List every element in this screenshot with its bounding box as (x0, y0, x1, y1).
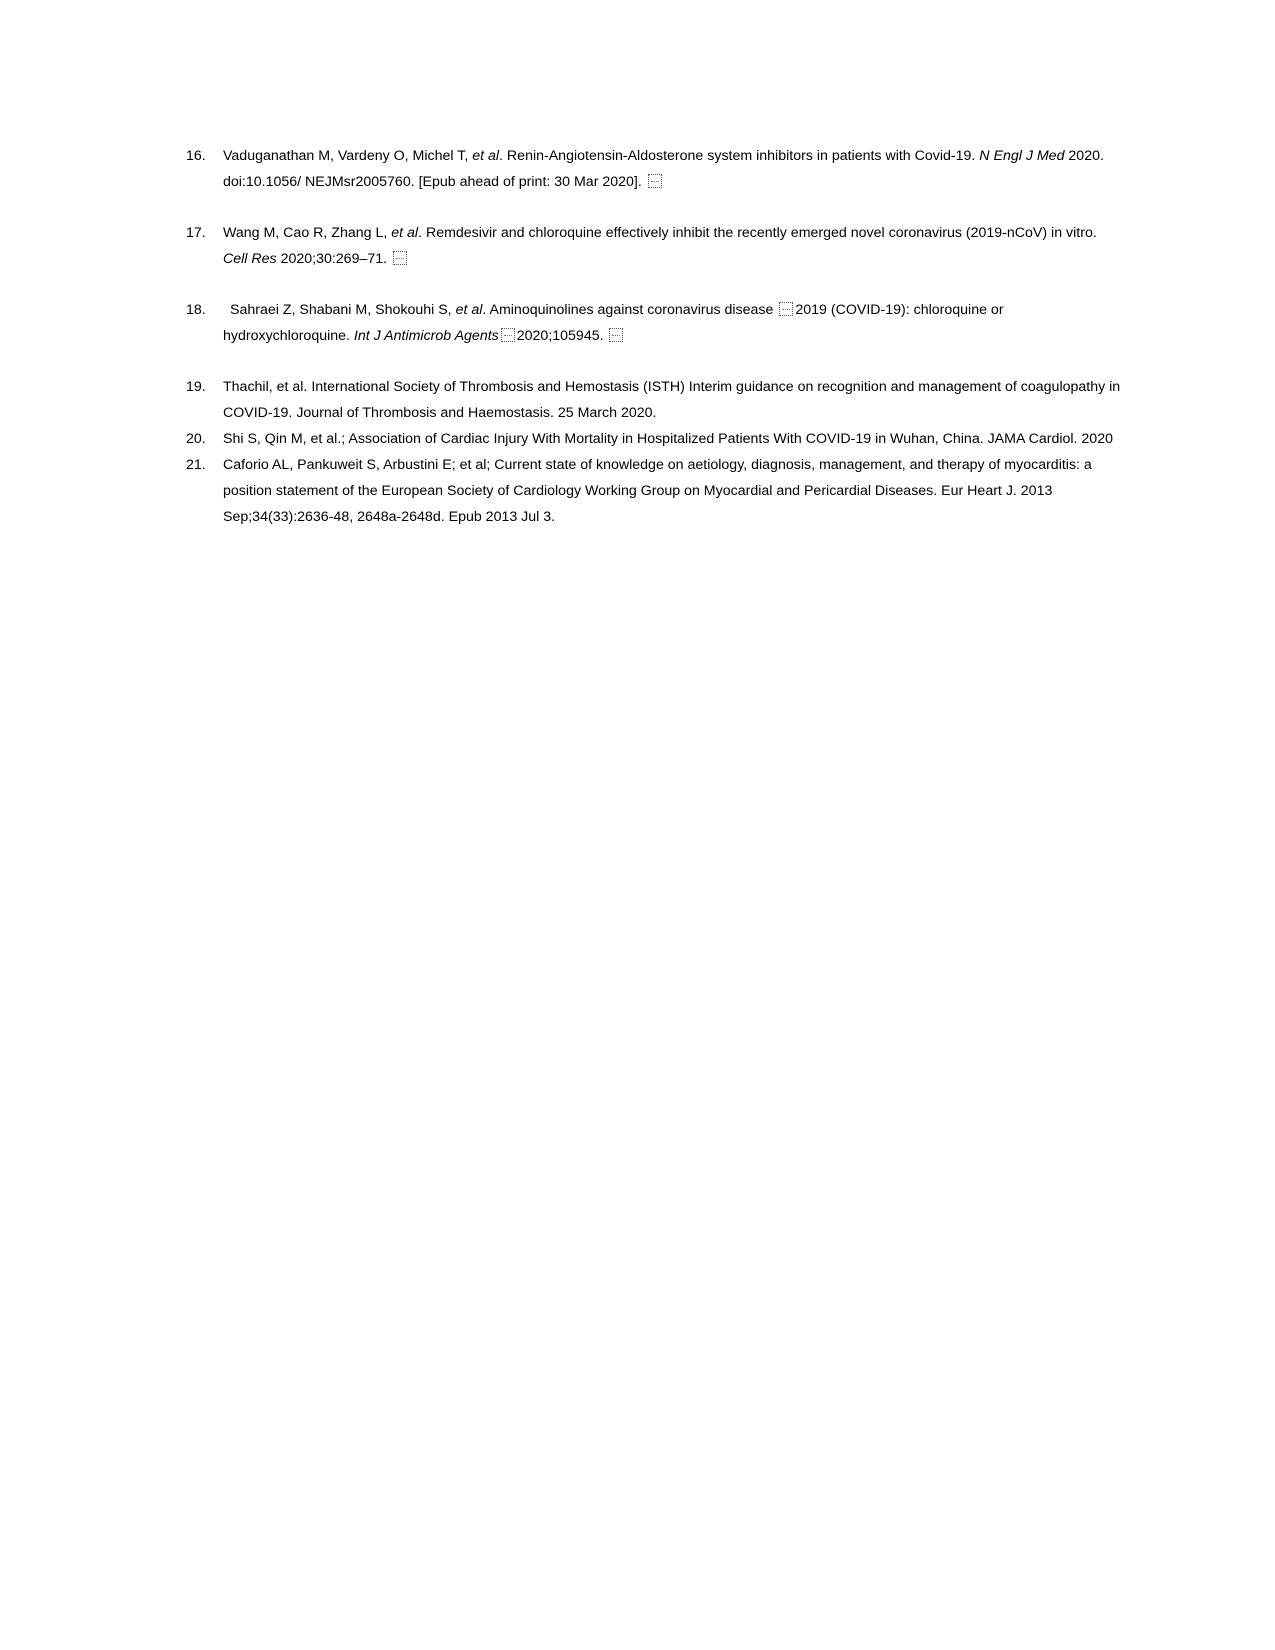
reference-details: 2020;30:269–71. (276, 251, 392, 267)
missing-character-box-icon (501, 328, 515, 342)
reference-etal: et al (472, 148, 500, 164)
reference-item (186, 426, 1121, 452)
missing-character-box-icon (393, 251, 407, 265)
reference-authors: Vaduganathan M, Vardeny O, Michel T, (223, 148, 473, 164)
reference-title: 2019 (COVID-19): chloroquine or hydroxychloroquine. (223, 302, 1004, 344)
reference-item (186, 143, 1121, 195)
reference-text (223, 143, 1121, 195)
reference-details: 2020. doi:10.1056/ NEJMsr2005760. [Epub ahead of print: 30 Mar 2020]. (223, 148, 1104, 190)
reference-text (223, 297, 1121, 349)
missing-character-box-icon (648, 174, 662, 188)
reference-number: 19. (186, 379, 206, 395)
reference-number: 18. (186, 302, 206, 318)
reference-number: 16. (186, 148, 206, 164)
reference-number: 20. (186, 431, 206, 447)
reference-number: 21. (186, 457, 206, 473)
reference-number: 17. (186, 225, 206, 241)
reference-list (186, 143, 1121, 530)
reference-item (186, 297, 1121, 349)
reference-etal: et al (455, 302, 483, 318)
reference-title: . Aminoquinolines against coronavirus disease (482, 302, 778, 318)
reference-details: 2020;105945. (516, 328, 608, 344)
reference-authors: Sahraei Z, Shabani M, Shokouhi S, (230, 302, 456, 318)
reference-etal: et al (391, 225, 419, 241)
reference-title: . Renin-Angiotensin-Aldosterone system inhibitors in patients with Covid-19. (499, 148, 980, 164)
reference-item (186, 374, 1121, 426)
reference-title: . Remdesivir and chloroquine effectively inhibit the recently emerged novel coronavirus (2019-nCoV) in vitro. (418, 225, 1097, 241)
reference-text: Shi S, Qin M, et al.; Association of Cardiac Injury With Mortality in Hospitalized Patients With COVID-19 in Wuhan, China. JAMA Cardiol. 2020 (223, 431, 1113, 447)
reference-item (186, 220, 1121, 272)
reference-item (186, 452, 1121, 530)
reference-text: Caforio AL, Pankuweit S, Arbustini E; et al; Current state of knowledge on aetiology, diagnosis, management, and therapy of myocarditis: a position statement of the European Society of Cardiology Working Group on Myocardial and Pericardial Diseases. Eur Heart J. 2013 Sep;34(33):2636-48, 2648a-2648d. Epub 2013 Jul 3. (223, 457, 1092, 525)
missing-character-box-icon (609, 328, 623, 342)
reference-journal: Cell Res (223, 251, 277, 267)
reference-journal: N Engl J Med (979, 148, 1065, 164)
missing-character-box-icon (779, 302, 793, 316)
reference-text: Thachil, et al. International Society of Thrombosis and Hemostasis (ISTH) Interim guidance on recognition and management of coagulopathy in COVID-19. Journal of Thrombosis and Haemostasis. 25 March 2020. (223, 379, 1121, 421)
reference-journal: Int J Antimicrob Agents (353, 328, 499, 344)
reference-text (223, 220, 1121, 272)
reference-authors: Wang M, Cao R, Zhang L, (223, 225, 392, 241)
